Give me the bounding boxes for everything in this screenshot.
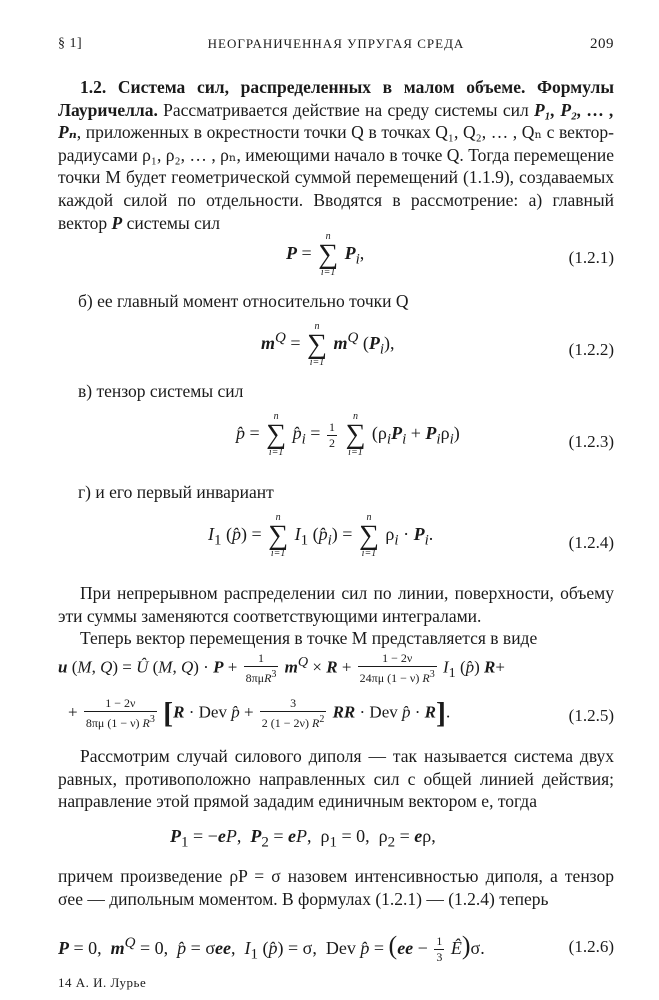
equation-1-2-1: [58, 232, 614, 288]
equation-1-2-5-line2: [58, 696, 614, 740]
footer-signature: 14 А. И. Лурье: [58, 975, 147, 990]
equation-body: + $\frac{1 - 2\nu}{8\pi\mu (1 - \nu) R^3}$ [R · Dev p̂ + $\frac{3}{2 (1 - 2\nu) R^2}$ RR · Dev p̂ · R].: [68, 696, 451, 730]
equation-body: $P_1 = -eP$, $P_2$ = eP, $\rho_1 = 0$, $\rho_2 = e\rho$,: [170, 826, 436, 851]
paragraph-continuous: При непрерывном распределении сил по линии, поверхности, объему эти суммы заменяются соответствующими интегралами.: [58, 583, 614, 626]
equation-dipole-forces: [58, 826, 614, 852]
equation-number: (1.2.2): [568, 340, 614, 359]
equation-1-2-5-line1: [58, 651, 614, 691]
equation-body: p̂ = n ∑ i=1 $p̂_i$ = $\frac{1}{2}$ n ∑ i=1 $(\rho_iP_i + P_i\rho_i)$: [236, 411, 460, 458]
points-list: ₁, Q₂, … , Qₙ: [447, 122, 543, 143]
label-c: в) тензор системы сил: [78, 381, 244, 401]
equation-1-2-4: [58, 513, 614, 569]
paragraph-intensity: причем произведение ρP = σ назовем интенсивностью диполя, а тензор σee — дипольным моментом. В формулах (1.2.1) — (1.2.4) теперь: [58, 866, 614, 909]
section-marker: § 1]: [58, 36, 83, 51]
equation-body: P = 0, $m^Q = 0$, p̂ = σee, $I_1$ (p̂) = σ, Dev p̂ = (ee − $\frac{1}{3}$ Ê)σ.: [58, 931, 485, 965]
label-d: г) и его первый инвариант: [78, 482, 274, 502]
equation-number: (1.2.4): [568, 533, 614, 552]
subsection-heading: 1.2. Система сил, распределенных в малом объеме. Формулы Лауричелла.: [58, 77, 614, 120]
running-title: НЕОГРАНИЧЕННАЯ УПРУГАЯ СРЕДА: [207, 36, 465, 51]
intro-text-b: , приложенных в окрестности точки Q в точках Q: [76, 122, 448, 143]
equation-1-2-2: [58, 322, 614, 378]
equation-number: (1.2.1): [568, 248, 614, 267]
paragraph-displacement: Теперь вектор перемещения в точке M представляется в виде: [80, 628, 538, 648]
forces-list: P₁, P₂, … , Pₙ: [58, 99, 614, 143]
paragraph-dipole: Рассмотрим случай силового диполя — так называется система двух равных, противоположно направленных сил с общей линией действия; направление этой прямой зададим единичным вектором e, тогда: [58, 746, 614, 812]
intro-paragraph: [58, 76, 614, 234]
vector-p: P: [111, 212, 123, 233]
intro-text-d: системы сил: [122, 212, 220, 233]
equation-number: (1.2.5): [568, 706, 614, 725]
equation-body: $m^Q$ = n ∑ i=1 $m^Q$ $(P_i)$,: [261, 321, 395, 368]
equation-1-2-6: [58, 925, 614, 969]
intro-text-c: с вектор-радиусами ρ₁, ρ₂, … , ρₙ, имеющими начало в точке Q. Тогда перемещение точки M будет геометрической суммой перемещений (1.1.9), создаваемых каждой силой по отдельности. Вводятся в рассмотрение: а) главный вектор: [58, 122, 614, 233]
label-b: б) ее главный момент относительно точки Q: [78, 291, 409, 311]
running-header: [58, 36, 614, 56]
page-number: 209: [590, 36, 614, 52]
intro-text-a: Рассматривается действие на среду системы сил: [157, 99, 534, 120]
equation-number: (1.2.3): [568, 432, 614, 451]
equation-1-2-3: [58, 412, 614, 468]
equation-body: P = n ∑ i=1 $P_i$,: [286, 231, 365, 278]
equation-number: (1.2.6): [568, 937, 614, 956]
equation-body: u (M, Q) = Û (M, Q) · P + $\frac{1}{8\pi\mu R^3}$ $m^Q \times R$ + $\frac{1 - 2\nu}{24\pi\mu (1 - \nu) R^3}$ $I_1$ (p̂) R+: [58, 651, 505, 685]
equation-body: $I_1$ (p̂) = n ∑ i=1 $I_1$ $(p̂_i)$ = n ∑ i=1 $\rho_i \cdot P_i$.: [208, 512, 434, 559]
